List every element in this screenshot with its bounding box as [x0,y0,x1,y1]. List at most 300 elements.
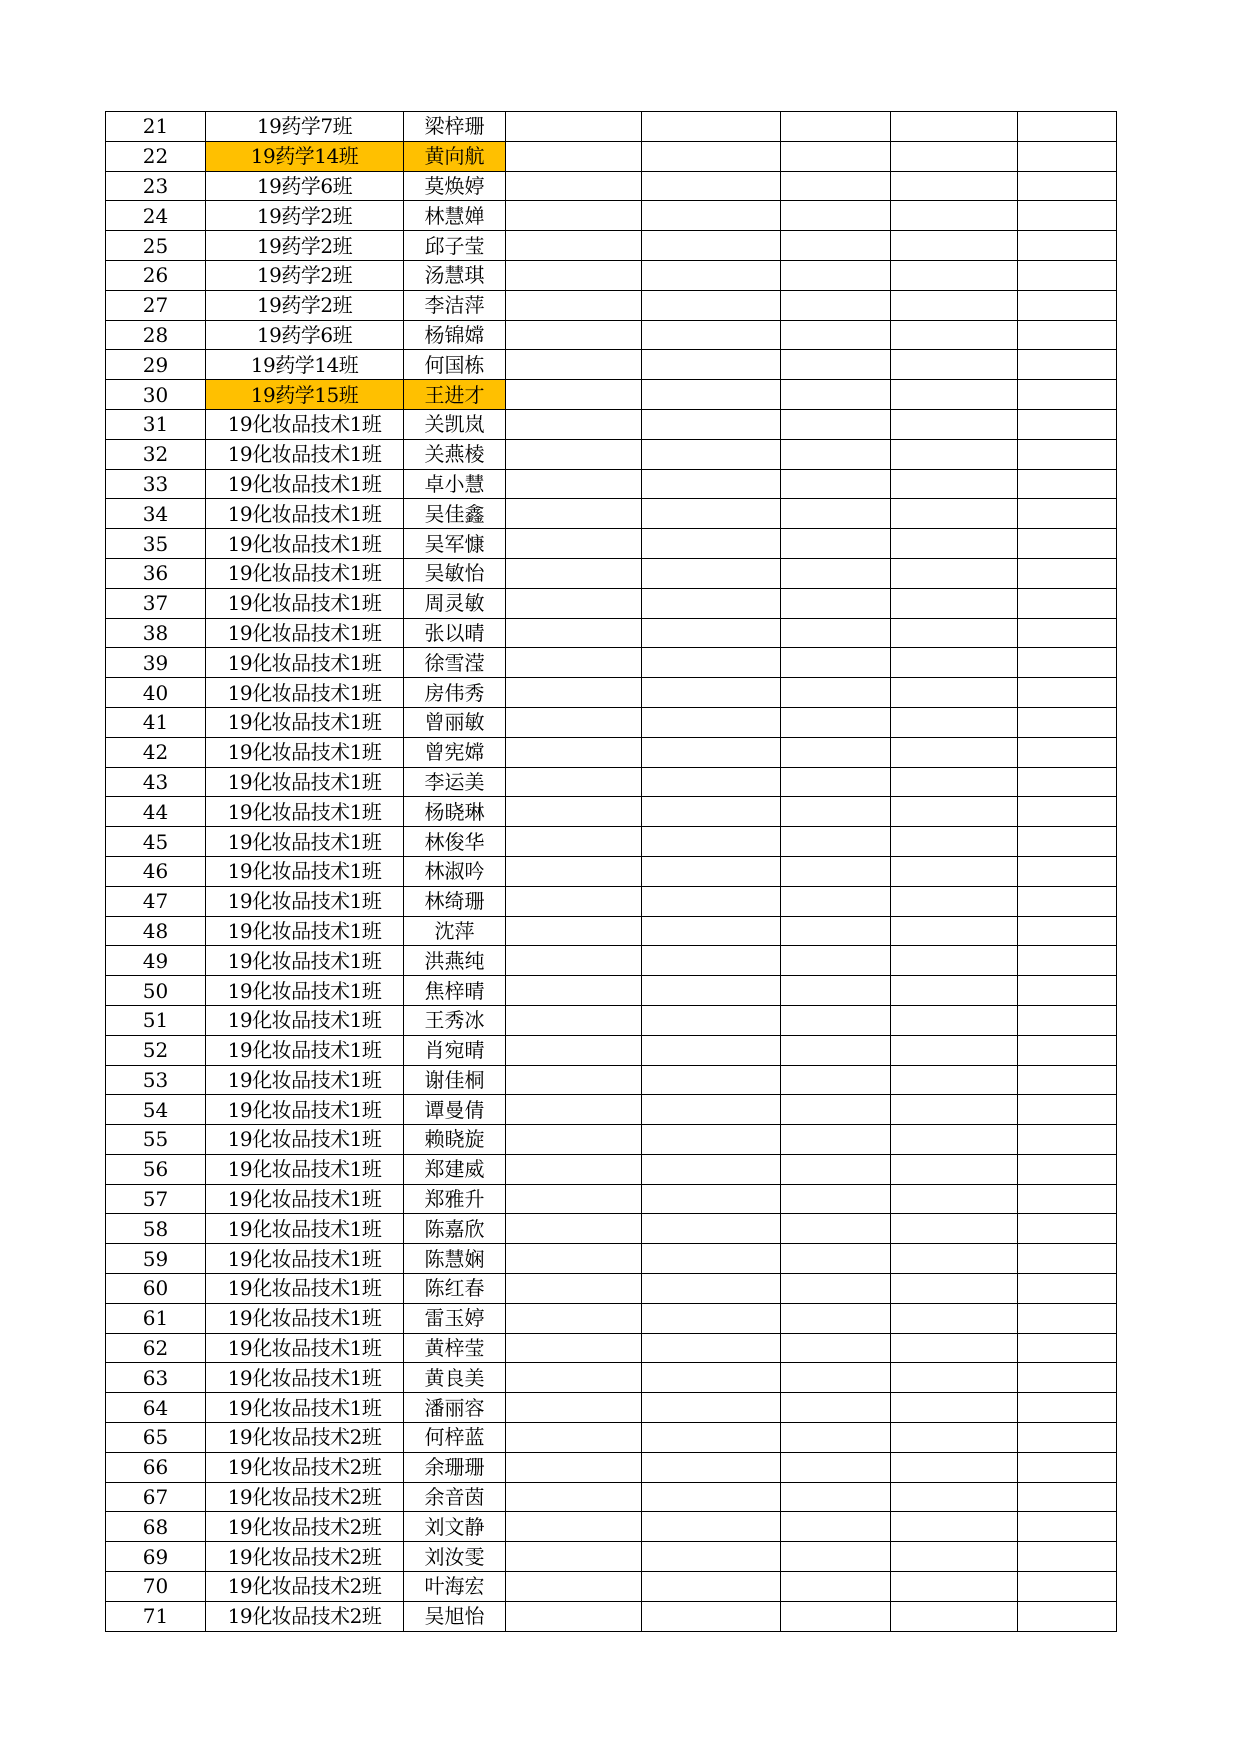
empty-cell[interactable] [1018,767,1117,797]
empty-cell[interactable] [642,529,781,559]
empty-cell[interactable] [1018,1065,1117,1095]
empty-cell[interactable] [891,1423,1018,1453]
empty-cell[interactable] [891,141,1018,171]
class-cell[interactable]: 19药学2班 [206,201,404,231]
empty-cell[interactable] [642,618,781,648]
class-cell[interactable]: 19化妆品技术1班 [206,588,404,618]
class-cell[interactable]: 19化妆品技术1班 [206,469,404,499]
empty-cell[interactable] [781,1482,891,1512]
empty-cell[interactable] [642,380,781,410]
class-cell[interactable]: 19化妆品技术2班 [206,1423,404,1453]
empty-cell[interactable] [506,886,642,916]
empty-cell[interactable] [642,112,781,142]
class-cell[interactable]: 19化妆品技术1班 [206,1363,404,1393]
empty-cell[interactable] [506,1601,642,1631]
empty-cell[interactable] [1018,112,1117,142]
empty-cell[interactable] [781,1363,891,1393]
row-number-cell[interactable]: 37 [106,588,206,618]
empty-cell[interactable] [642,469,781,499]
row-number-cell[interactable]: 53 [106,1065,206,1095]
empty-cell[interactable] [1018,1125,1117,1155]
empty-cell[interactable] [506,499,642,529]
empty-cell[interactable] [1018,1542,1117,1572]
empty-cell[interactable] [1018,618,1117,648]
empty-cell[interactable] [891,558,1018,588]
empty-cell[interactable] [506,946,642,976]
empty-cell[interactable] [506,707,642,737]
class-cell[interactable]: 19化妆品技术1班 [206,1274,404,1304]
empty-cell[interactable] [891,439,1018,469]
empty-cell[interactable] [642,320,781,350]
empty-cell[interactable] [781,439,891,469]
empty-cell[interactable] [642,260,781,290]
empty-cell[interactable] [891,618,1018,648]
row-number-cell[interactable]: 43 [106,767,206,797]
student-name-cell[interactable]: 叶海宏 [404,1572,506,1602]
empty-cell[interactable] [506,439,642,469]
class-cell[interactable]: 19化妆品技术1班 [206,1095,404,1125]
empty-cell[interactable] [1018,141,1117,171]
empty-cell[interactable] [1018,260,1117,290]
class-cell[interactable]: 19化妆品技术1班 [206,1244,404,1274]
student-name-cell[interactable]: 何国栋 [404,350,506,380]
empty-cell[interactable] [891,112,1018,142]
student-name-cell[interactable]: 房伟秀 [404,678,506,708]
empty-cell[interactable] [781,737,891,767]
empty-cell[interactable] [781,1393,891,1423]
class-cell[interactable]: 19化妆品技术1班 [206,678,404,708]
row-number-cell[interactable]: 22 [106,141,206,171]
empty-cell[interactable] [891,231,1018,261]
student-name-cell[interactable]: 林慧婵 [404,201,506,231]
row-number-cell[interactable]: 31 [106,409,206,439]
empty-cell[interactable] [506,588,642,618]
empty-cell[interactable] [506,856,642,886]
empty-cell[interactable] [891,1184,1018,1214]
empty-cell[interactable] [642,1035,781,1065]
empty-cell[interactable] [506,1005,642,1035]
student-name-cell[interactable]: 王进才 [404,380,506,410]
empty-cell[interactable] [1018,1512,1117,1542]
row-number-cell[interactable]: 67 [106,1482,206,1512]
empty-cell[interactable] [781,1452,891,1482]
empty-cell[interactable] [781,469,891,499]
empty-cell[interactable] [781,1542,891,1572]
empty-cell[interactable] [781,946,891,976]
class-cell[interactable]: 19化妆品技术2班 [206,1482,404,1512]
class-cell[interactable]: 19化妆品技术2班 [206,1542,404,1572]
row-number-cell[interactable]: 45 [106,827,206,857]
empty-cell[interactable] [891,1065,1018,1095]
student-name-cell[interactable]: 周灵敏 [404,588,506,618]
empty-cell[interactable] [781,1572,891,1602]
empty-cell[interactable] [506,737,642,767]
empty-cell[interactable] [781,856,891,886]
row-number-cell[interactable]: 30 [106,380,206,410]
empty-cell[interactable] [506,1333,642,1363]
empty-cell[interactable] [506,1423,642,1453]
empty-cell[interactable] [1018,946,1117,976]
class-cell[interactable]: 19药学14班 [206,350,404,380]
class-cell[interactable]: 19药学7班 [206,112,404,142]
row-number-cell[interactable]: 49 [106,946,206,976]
empty-cell[interactable] [1018,1363,1117,1393]
class-cell[interactable]: 19化妆品技术1班 [206,916,404,946]
empty-cell[interactable] [891,797,1018,827]
empty-cell[interactable] [891,1512,1018,1542]
empty-cell[interactable] [506,797,642,827]
empty-cell[interactable] [781,886,891,916]
empty-cell[interactable] [891,916,1018,946]
student-name-cell[interactable]: 李洁萍 [404,290,506,320]
class-cell[interactable]: 19药学2班 [206,260,404,290]
empty-cell[interactable] [642,1184,781,1214]
empty-cell[interactable] [1018,648,1117,678]
empty-cell[interactable] [891,350,1018,380]
class-cell[interactable]: 19化妆品技术1班 [206,1035,404,1065]
student-name-cell[interactable]: 雷玉婷 [404,1303,506,1333]
empty-cell[interactable] [506,469,642,499]
empty-cell[interactable] [642,678,781,708]
student-name-cell[interactable]: 邱子莹 [404,231,506,261]
empty-cell[interactable] [1018,1005,1117,1035]
empty-cell[interactable] [506,171,642,201]
empty-cell[interactable] [781,797,891,827]
row-number-cell[interactable]: 25 [106,231,206,261]
row-number-cell[interactable]: 50 [106,976,206,1006]
empty-cell[interactable] [781,409,891,439]
empty-cell[interactable] [642,409,781,439]
empty-cell[interactable] [1018,171,1117,201]
empty-cell[interactable] [1018,1303,1117,1333]
empty-cell[interactable] [642,1333,781,1363]
empty-cell[interactable] [781,112,891,142]
student-name-cell[interactable]: 林俊华 [404,827,506,857]
empty-cell[interactable] [781,1095,891,1125]
empty-cell[interactable] [781,976,891,1006]
empty-cell[interactable] [506,231,642,261]
empty-cell[interactable] [781,916,891,946]
empty-cell[interactable] [891,529,1018,559]
empty-cell[interactable] [781,767,891,797]
row-number-cell[interactable]: 60 [106,1274,206,1304]
empty-cell[interactable] [891,886,1018,916]
empty-cell[interactable] [781,1005,891,1035]
empty-cell[interactable] [506,1154,642,1184]
empty-cell[interactable] [891,648,1018,678]
class-cell[interactable]: 19化妆品技术1班 [206,1154,404,1184]
empty-cell[interactable] [642,1274,781,1304]
empty-cell[interactable] [1018,320,1117,350]
empty-cell[interactable] [642,558,781,588]
empty-cell[interactable] [1018,797,1117,827]
student-name-cell[interactable]: 谢佳桐 [404,1065,506,1095]
student-name-cell[interactable]: 曾宪嫦 [404,737,506,767]
empty-cell[interactable] [642,1005,781,1035]
class-cell[interactable]: 19化妆品技术1班 [206,797,404,827]
row-number-cell[interactable]: 39 [106,648,206,678]
row-number-cell[interactable]: 68 [106,1512,206,1542]
empty-cell[interactable] [781,499,891,529]
row-number-cell[interactable]: 66 [106,1452,206,1482]
class-cell[interactable]: 19药学6班 [206,171,404,201]
empty-cell[interactable] [891,1125,1018,1155]
class-cell[interactable]: 19药学2班 [206,231,404,261]
row-number-cell[interactable]: 35 [106,529,206,559]
empty-cell[interactable] [642,1572,781,1602]
empty-cell[interactable] [891,976,1018,1006]
empty-cell[interactable] [1018,290,1117,320]
empty-cell[interactable] [506,916,642,946]
empty-cell[interactable] [642,1452,781,1482]
empty-cell[interactable] [506,1184,642,1214]
empty-cell[interactable] [1018,409,1117,439]
student-name-cell[interactable]: 杨晓琳 [404,797,506,827]
empty-cell[interactable] [1018,1393,1117,1423]
empty-cell[interactable] [1018,201,1117,231]
empty-cell[interactable] [891,1363,1018,1393]
empty-cell[interactable] [781,1214,891,1244]
empty-cell[interactable] [891,1572,1018,1602]
empty-cell[interactable] [506,1572,642,1602]
row-number-cell[interactable]: 26 [106,260,206,290]
empty-cell[interactable] [642,1542,781,1572]
student-name-cell[interactable]: 李运美 [404,767,506,797]
empty-cell[interactable] [506,648,642,678]
class-cell[interactable]: 19化妆品技术1班 [206,1005,404,1035]
row-number-cell[interactable]: 70 [106,1572,206,1602]
empty-cell[interactable] [642,1363,781,1393]
empty-cell[interactable] [781,529,891,559]
class-cell[interactable]: 19化妆品技术1班 [206,1125,404,1155]
class-cell[interactable]: 19化妆品技术1班 [206,856,404,886]
empty-cell[interactable] [506,678,642,708]
empty-cell[interactable] [891,678,1018,708]
empty-cell[interactable] [781,201,891,231]
empty-cell[interactable] [891,856,1018,886]
empty-cell[interactable] [891,707,1018,737]
row-number-cell[interactable]: 57 [106,1184,206,1214]
empty-cell[interactable] [781,380,891,410]
row-number-cell[interactable]: 54 [106,1095,206,1125]
row-number-cell[interactable]: 51 [106,1005,206,1035]
empty-cell[interactable] [506,1125,642,1155]
empty-cell[interactable] [891,767,1018,797]
empty-cell[interactable] [1018,1482,1117,1512]
empty-cell[interactable] [781,678,891,708]
empty-cell[interactable] [506,558,642,588]
student-name-cell[interactable]: 杨锦嫦 [404,320,506,350]
empty-cell[interactable] [1018,856,1117,886]
empty-cell[interactable] [781,231,891,261]
student-name-cell[interactable]: 徐雪滢 [404,648,506,678]
empty-cell[interactable] [891,588,1018,618]
empty-cell[interactable] [781,171,891,201]
student-name-cell[interactable]: 沈萍 [404,916,506,946]
class-cell[interactable]: 19化妆品技术1班 [206,1393,404,1423]
row-number-cell[interactable]: 48 [106,916,206,946]
student-name-cell[interactable]: 莫焕婷 [404,171,506,201]
empty-cell[interactable] [642,1601,781,1631]
empty-cell[interactable] [891,290,1018,320]
class-cell[interactable]: 19化妆品技术2班 [206,1601,404,1631]
student-name-cell[interactable]: 关凯岚 [404,409,506,439]
empty-cell[interactable] [891,1244,1018,1274]
student-name-cell[interactable]: 吴佳鑫 [404,499,506,529]
class-cell[interactable]: 19化妆品技术1班 [206,409,404,439]
empty-cell[interactable] [891,1601,1018,1631]
student-name-cell[interactable]: 卓小慧 [404,469,506,499]
empty-cell[interactable] [781,260,891,290]
empty-cell[interactable] [642,1393,781,1423]
student-name-cell[interactable]: 刘文静 [404,1512,506,1542]
empty-cell[interactable] [891,320,1018,350]
empty-cell[interactable] [1018,439,1117,469]
row-number-cell[interactable]: 59 [106,1244,206,1274]
empty-cell[interactable] [781,1125,891,1155]
empty-cell[interactable] [1018,916,1117,946]
empty-cell[interactable] [1018,1244,1117,1274]
empty-cell[interactable] [506,1363,642,1393]
empty-cell[interactable] [642,1512,781,1542]
empty-cell[interactable] [642,707,781,737]
empty-cell[interactable] [506,290,642,320]
empty-cell[interactable] [891,827,1018,857]
empty-cell[interactable] [891,1274,1018,1304]
class-cell[interactable]: 19化妆品技术2班 [206,1452,404,1482]
empty-cell[interactable] [1018,558,1117,588]
empty-cell[interactable] [642,797,781,827]
empty-cell[interactable] [1018,707,1117,737]
student-name-cell[interactable]: 焦梓晴 [404,976,506,1006]
student-name-cell[interactable]: 余音茵 [404,1482,506,1512]
empty-cell[interactable] [891,1542,1018,1572]
student-name-cell[interactable]: 吴敏怡 [404,558,506,588]
student-name-cell[interactable]: 黄良美 [404,1363,506,1393]
empty-cell[interactable] [642,1423,781,1453]
empty-cell[interactable] [506,1035,642,1065]
empty-cell[interactable] [642,886,781,916]
empty-cell[interactable] [642,1095,781,1125]
empty-cell[interactable] [1018,231,1117,261]
student-name-cell[interactable]: 陈慧娴 [404,1244,506,1274]
empty-cell[interactable] [1018,1572,1117,1602]
empty-cell[interactable] [1018,1214,1117,1244]
empty-cell[interactable] [506,141,642,171]
empty-cell[interactable] [642,856,781,886]
empty-cell[interactable] [781,1274,891,1304]
student-name-cell[interactable]: 肖宛晴 [404,1035,506,1065]
empty-cell[interactable] [506,1274,642,1304]
student-name-cell[interactable]: 林淑吟 [404,856,506,886]
empty-cell[interactable] [642,916,781,946]
class-cell[interactable]: 19化妆品技术1班 [206,558,404,588]
student-name-cell[interactable]: 余珊珊 [404,1452,506,1482]
empty-cell[interactable] [891,946,1018,976]
empty-cell[interactable] [506,827,642,857]
student-name-cell[interactable]: 张以晴 [404,618,506,648]
empty-cell[interactable] [891,1333,1018,1363]
empty-cell[interactable] [781,558,891,588]
empty-cell[interactable] [642,201,781,231]
student-name-cell[interactable]: 曾丽敏 [404,707,506,737]
row-number-cell[interactable]: 29 [106,350,206,380]
empty-cell[interactable] [506,320,642,350]
empty-cell[interactable] [781,141,891,171]
empty-cell[interactable] [506,409,642,439]
class-cell[interactable]: 19化妆品技术1班 [206,767,404,797]
empty-cell[interactable] [642,141,781,171]
empty-cell[interactable] [891,1214,1018,1244]
empty-cell[interactable] [506,1303,642,1333]
row-number-cell[interactable]: 28 [106,320,206,350]
empty-cell[interactable] [642,827,781,857]
empty-cell[interactable] [506,350,642,380]
row-number-cell[interactable]: 52 [106,1035,206,1065]
class-cell[interactable]: 19化妆品技术1班 [206,946,404,976]
row-number-cell[interactable]: 46 [106,856,206,886]
empty-cell[interactable] [891,409,1018,439]
class-cell[interactable]: 19化妆品技术1班 [206,1333,404,1363]
empty-cell[interactable] [781,1035,891,1065]
row-number-cell[interactable]: 42 [106,737,206,767]
class-cell[interactable]: 19药学14班 [206,141,404,171]
empty-cell[interactable] [1018,886,1117,916]
empty-cell[interactable] [642,976,781,1006]
empty-cell[interactable] [506,1244,642,1274]
empty-cell[interactable] [1018,976,1117,1006]
class-cell[interactable]: 19化妆品技术1班 [206,1184,404,1214]
class-cell[interactable]: 19化妆品技术1班 [206,439,404,469]
empty-cell[interactable] [506,1214,642,1244]
empty-cell[interactable] [1018,1601,1117,1631]
empty-cell[interactable] [642,1214,781,1244]
empty-cell[interactable] [642,231,781,261]
empty-cell[interactable] [781,1184,891,1214]
empty-cell[interactable] [506,529,642,559]
empty-cell[interactable] [781,707,891,737]
empty-cell[interactable] [781,648,891,678]
empty-cell[interactable] [642,588,781,618]
empty-cell[interactable] [642,350,781,380]
row-number-cell[interactable]: 62 [106,1333,206,1363]
empty-cell[interactable] [506,1095,642,1125]
empty-cell[interactable] [506,1542,642,1572]
class-cell[interactable]: 19化妆品技术1班 [206,707,404,737]
row-number-cell[interactable]: 56 [106,1154,206,1184]
empty-cell[interactable] [642,1244,781,1274]
empty-cell[interactable] [781,1154,891,1184]
student-name-cell[interactable]: 洪燕纯 [404,946,506,976]
row-number-cell[interactable]: 34 [106,499,206,529]
class-cell[interactable]: 19化妆品技术1班 [206,618,404,648]
empty-cell[interactable] [506,260,642,290]
student-name-cell[interactable]: 林绮珊 [404,886,506,916]
student-name-cell[interactable]: 何梓蓝 [404,1423,506,1453]
class-cell[interactable]: 19化妆品技术1班 [206,499,404,529]
empty-cell[interactable] [781,1333,891,1363]
empty-cell[interactable] [781,588,891,618]
empty-cell[interactable] [891,171,1018,201]
empty-cell[interactable] [642,1154,781,1184]
empty-cell[interactable] [1018,588,1117,618]
empty-cell[interactable] [781,827,891,857]
empty-cell[interactable] [1018,1154,1117,1184]
empty-cell[interactable] [1018,827,1117,857]
empty-cell[interactable] [781,618,891,648]
student-name-cell[interactable]: 黄梓莹 [404,1333,506,1363]
student-name-cell[interactable]: 吴旭怡 [404,1601,506,1631]
